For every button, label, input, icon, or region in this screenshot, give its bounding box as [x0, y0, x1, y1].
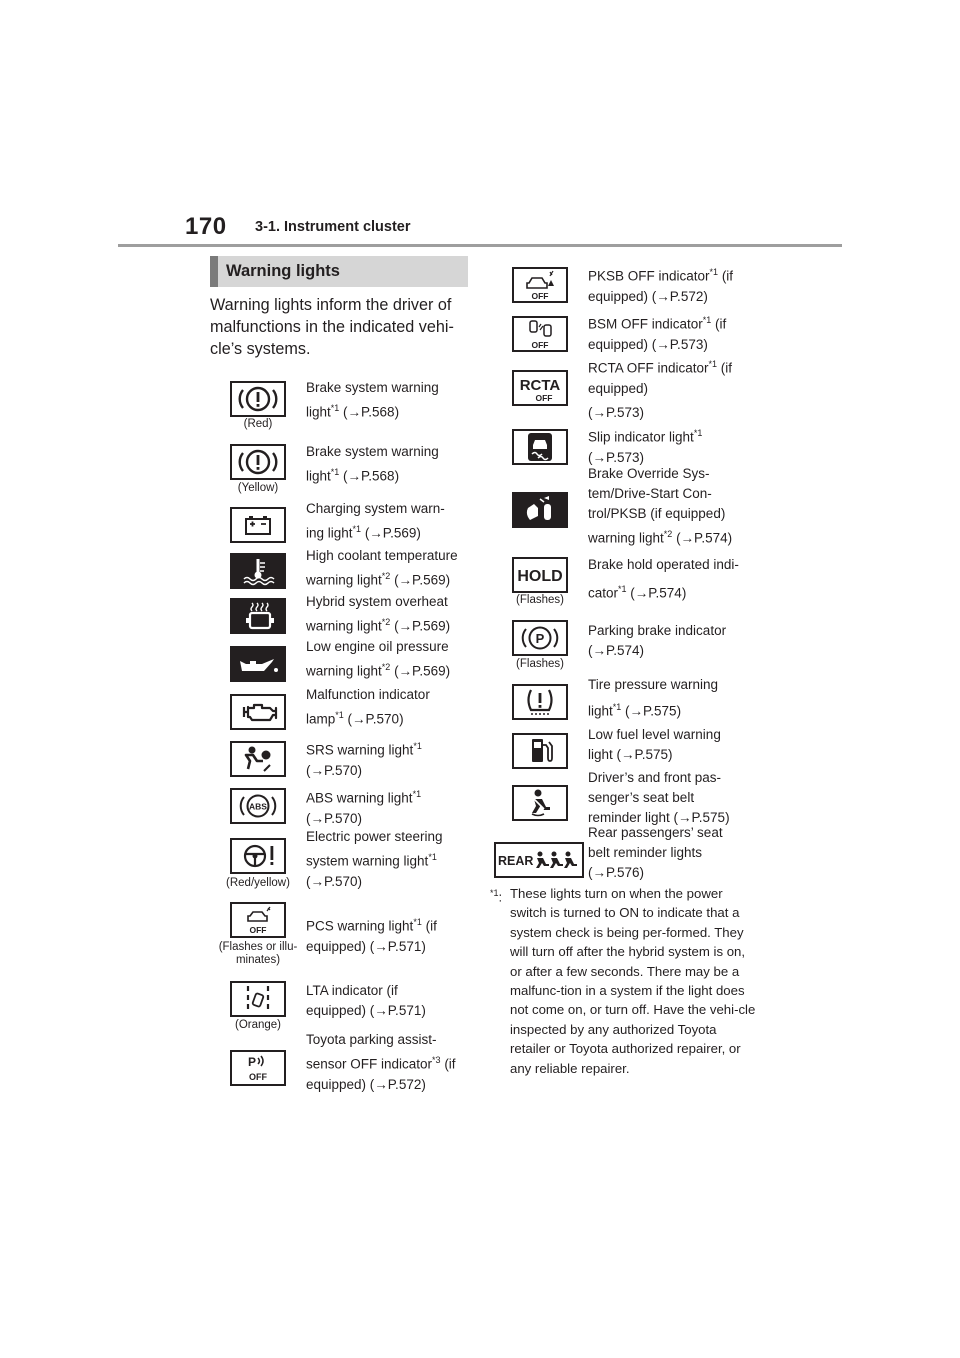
description-line: (→P.573) [588, 449, 645, 465]
svg-text:REAR: REAR [498, 854, 534, 868]
description-line: reminder light (→P.575) [588, 810, 730, 825]
description-line: equipped) (→P.571) [306, 1003, 426, 1018]
description-line: PKSB OFF indicator$^{*1}$ (if [588, 267, 734, 284]
row-description [306, 592, 474, 637]
description-line: Tire pressure warning [588, 677, 719, 692]
description-line: Low engine oil pressure [306, 639, 449, 654]
description-line: High coolant temperature [306, 548, 458, 563]
footnote-text: These lights turn on when the power switch is turned to ON to indicate that a system check is being per-formed. They will turn off after the hybrid system is on, or after a few seconds. There may be a malfunc-tion in a system if the light does not come on, or turn off. Have the vehi-cle inspected by any authorized Toyota retailer or Toyota authorized repairer, or any reliable repairer. [510, 886, 756, 1076]
description-line: ABS warning light$^{*1}$ [306, 789, 422, 806]
parking-brake-icon [512, 620, 568, 656]
row-description [588, 768, 756, 828]
row-description [306, 827, 474, 892]
section-heading [210, 256, 468, 287]
row-description [306, 736, 474, 781]
description-line: trol/PKSB (if equipped) [588, 506, 726, 521]
svg-text:OFF: OFF [535, 393, 553, 403]
description-line: Slip indicator light$^{*1}$ [588, 428, 703, 445]
description-line: Malfunction indicator [306, 687, 430, 702]
svg-text:RCTA: RCTA [519, 377, 561, 394]
row-description [588, 823, 756, 883]
description-line: RCTA OFF indicator$^{*1}$ (if [588, 359, 733, 376]
row-description [306, 442, 474, 487]
row-description [306, 637, 474, 682]
description-line: warning light$^{*2}$ (→P.569) [306, 571, 451, 588]
description-line: system warning light$^{*1}$ [306, 852, 437, 869]
section-heading-text: Warning lights [226, 262, 340, 280]
abs-icon [230, 788, 286, 824]
rear-seat-belt-icon [494, 842, 584, 878]
row-description [306, 1030, 474, 1095]
svg-text:OFF: OFF [249, 1072, 267, 1082]
description-line: Brake system warning [306, 444, 439, 459]
description-line: Hybrid system overheat [306, 594, 448, 609]
description-line: Brake Override Sys- [588, 466, 710, 481]
pksb-off-icon [512, 267, 568, 303]
row-description [306, 981, 474, 1021]
hybrid-overheat-icon [230, 598, 286, 634]
description-line: (→P.573) [588, 404, 645, 420]
description-line: equipped) (→P.572) [306, 1076, 426, 1092]
description-line: Brake hold operated indi- [588, 557, 739, 572]
icon-caption: (Flashes) [516, 658, 564, 670]
icon-caption: (Flashes or illu-minates) [218, 941, 298, 966]
description-line: senger’s seat belt [588, 790, 695, 805]
svg-text:OFF: OFF [531, 340, 549, 350]
description-line: light$^{*1}$ (→P.568) [306, 403, 400, 420]
row-description [588, 621, 756, 661]
brake-warning-icon [230, 444, 286, 480]
tire-pressure-icon [512, 684, 568, 720]
svg-text:OFF: OFF [531, 291, 549, 301]
description-line: Brake system warning [306, 380, 439, 395]
description-line: (→P.570) [306, 762, 363, 778]
svg-text:P: P [535, 631, 545, 646]
row-description [588, 464, 756, 549]
description-line: PCS warning light$^{*1}$ (if [306, 917, 437, 934]
description-line: (→P.570) [306, 873, 363, 889]
bsm-off-icon [512, 316, 568, 352]
description-line: tem/Drive-Start Con- [588, 486, 712, 501]
row-description [588, 262, 756, 307]
icon-caption: (Flashes) [516, 594, 564, 606]
row-description [588, 310, 756, 355]
description-line: (→P.576) [588, 865, 645, 880]
row-description [588, 675, 756, 722]
description-line: Rear passengers’ seat [588, 825, 723, 840]
svg-text:OFF: OFF [249, 925, 267, 935]
description-line: sensor OFF indicator$^{*3}$ (if [306, 1055, 456, 1072]
description-line: equipped) (→P.572) [588, 288, 708, 304]
row-description [306, 685, 474, 730]
description-line: (→P.570) [306, 810, 363, 826]
description-line: warning light$^{*2}$ (→P.574) [588, 529, 733, 546]
description-line: Parking brake indicator [588, 623, 727, 638]
battery-icon [230, 507, 286, 543]
description-line: Driver’s and front pas- [588, 770, 722, 785]
seat-belt-icon [512, 785, 568, 821]
description-line: light (→P.575) [588, 747, 673, 762]
description-line: Low fuel level warning [588, 727, 721, 742]
icon-caption: (Red/yellow) [226, 877, 290, 889]
row-description [306, 378, 474, 423]
coolant-temperature-icon [230, 553, 286, 589]
engine-icon [230, 694, 286, 730]
hold-icon [512, 557, 568, 593]
pcs-off-icon [230, 902, 286, 938]
svg-text:P: P [247, 1055, 257, 1069]
description-line: lamp$^{*1}$ (→P.570) [306, 710, 404, 727]
parking-sensor-off-icon [230, 1050, 286, 1086]
row-description [306, 784, 474, 829]
fuel-pump-icon [512, 733, 568, 769]
page-number: 170 [185, 213, 227, 240]
description-line: belt reminder lights [588, 845, 703, 860]
steering-warning-icon [230, 838, 286, 874]
section-title: 3-1. Instrument cluster [255, 219, 411, 235]
brake-warning-icon [230, 381, 286, 417]
description-line: Charging system warn- [306, 501, 445, 516]
description-line: Electric power steering [306, 829, 443, 844]
airbag-icon [230, 741, 286, 777]
header-divider [118, 244, 842, 247]
icon-caption: (Red) [243, 418, 273, 430]
svg-text:ABS: ABS [249, 801, 267, 812]
row-description [306, 499, 474, 544]
oil-can-icon [230, 646, 286, 682]
lta-icon [230, 981, 286, 1017]
row-description [588, 354, 756, 423]
description-line: BSM OFF indicator$^{*1}$ (if [588, 315, 727, 332]
description-line: Toyota parking assist- [306, 1032, 437, 1047]
footnote [490, 884, 758, 1078]
description-line: cator$^{*1}$ (→P.574) [588, 584, 687, 601]
description-line: warning light$^{*2}$ (→P.569) [306, 662, 451, 679]
icon-caption: (Yellow) [237, 482, 279, 494]
row-description [588, 555, 756, 604]
brake-override-icon [512, 492, 568, 528]
slip-indicator-icon [512, 429, 568, 465]
description-line: equipped) (→P.573) [588, 336, 708, 352]
description-line: light$^{*1}$ (→P.575) [588, 702, 682, 719]
description-line: ing light$^{*1}$ (→P.569) [306, 524, 421, 541]
row-description [588, 725, 756, 765]
row-description [588, 423, 756, 468]
row-description [306, 546, 474, 591]
rcta-off-icon [512, 370, 568, 406]
description-line: light$^{*1}$ (→P.568) [306, 467, 400, 484]
description-line: (→P.574) [588, 643, 645, 658]
description-line: equipped) (→P.571) [306, 938, 426, 954]
icon-caption: (Orange) [234, 1019, 282, 1031]
footnote-mark: $^{*1}$: [490, 888, 503, 905]
description-line: equipped) [588, 380, 649, 396]
row-description [306, 912, 474, 957]
intro-paragraph: Warning lights inform the driver of malfunctions in the indicated vehi-cle’s systems. [210, 296, 454, 358]
description-line: SRS warning light$^{*1}$ [306, 741, 422, 758]
description-line: warning light$^{*2}$ (→P.569) [306, 617, 451, 634]
description-line: LTA indicator (if [306, 983, 398, 998]
svg-text:HOLD: HOLD [517, 568, 563, 585]
